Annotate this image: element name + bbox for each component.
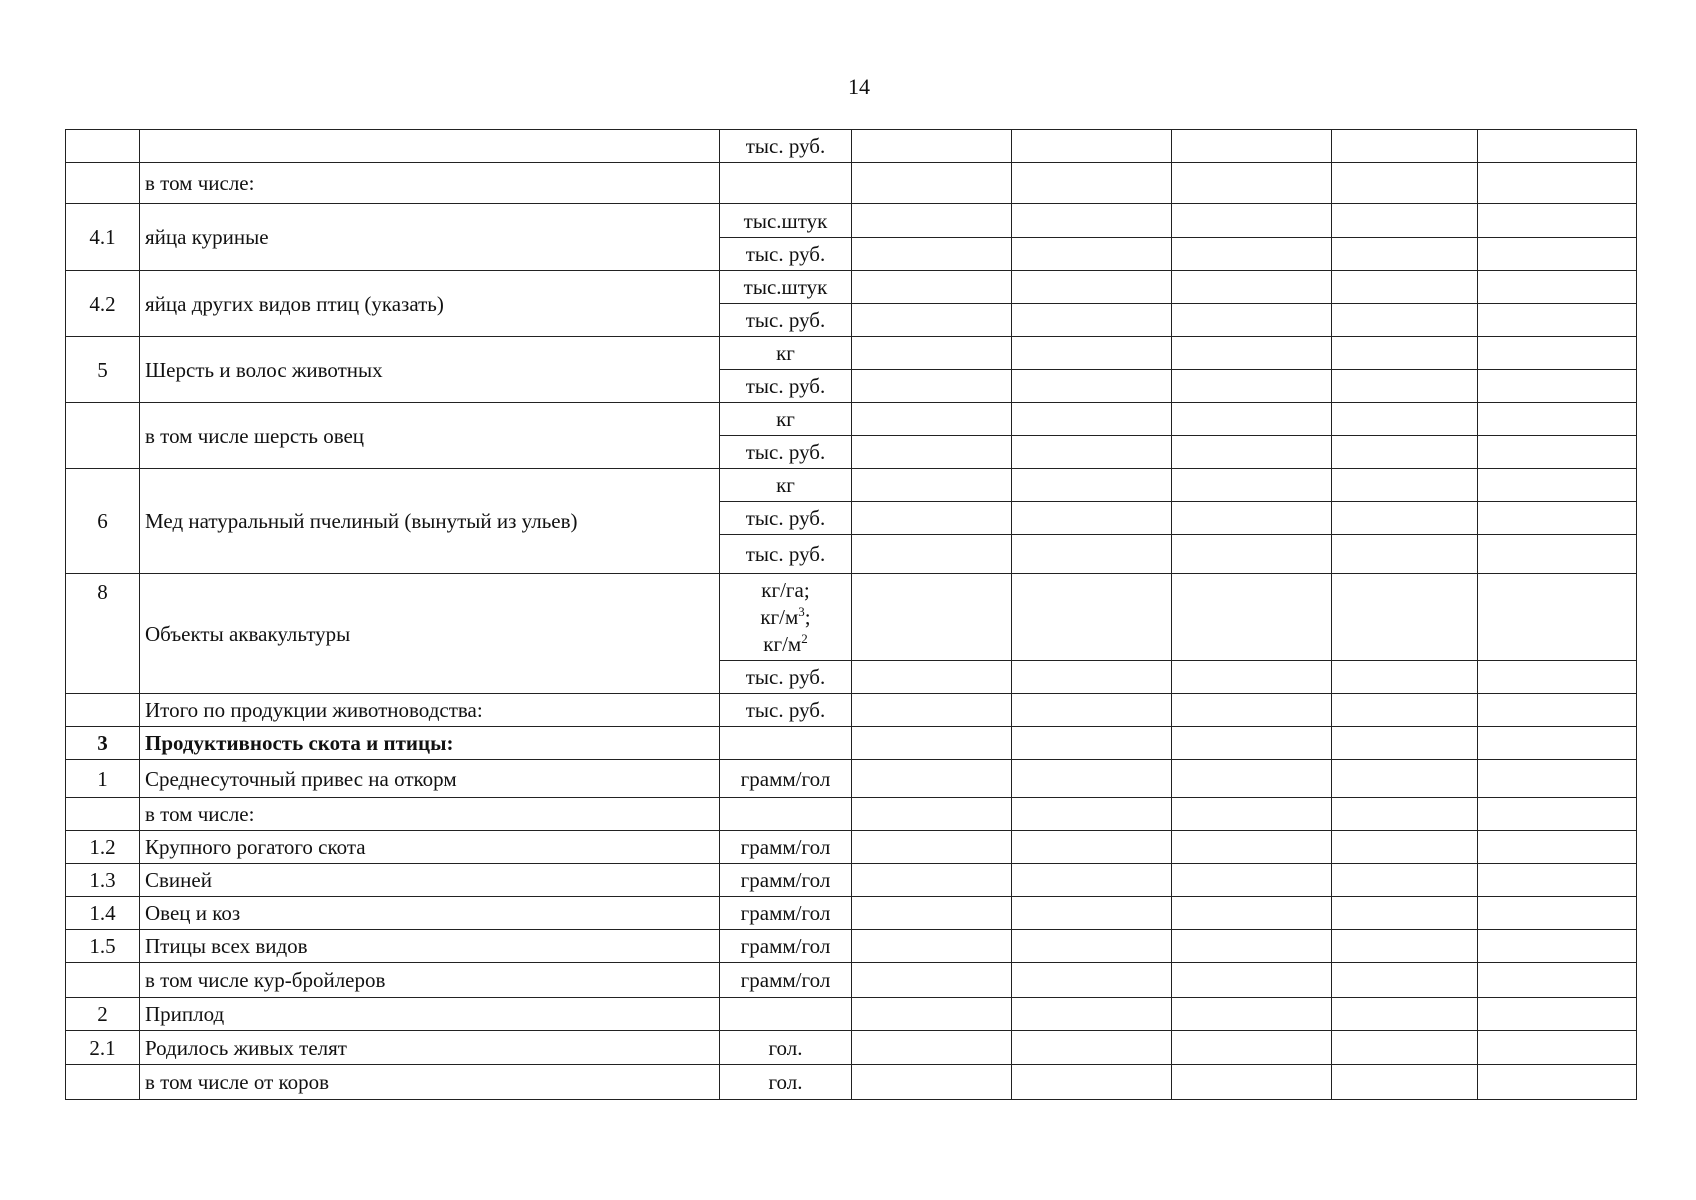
unit-cell: кг/га; $кг/м^3$; $кг/м^2$ (720, 574, 852, 661)
table-row (66, 897, 1637, 930)
row-label: Родилось живых телят (140, 1031, 720, 1065)
unit-cell: тыс. руб. (720, 436, 852, 469)
row-number: 3 (66, 727, 140, 760)
unit-cell: грамм/гол (720, 897, 852, 930)
unit-cell: кг (720, 403, 852, 436)
unit-cell: грамм/гол (720, 930, 852, 963)
table-row (66, 760, 1637, 798)
unit-cell: тыс. руб. (720, 304, 852, 337)
unit-cell: тыс. руб. (720, 694, 852, 727)
row-number: 6 (66, 469, 140, 574)
table-row (66, 998, 1637, 1031)
unit-cell: грамм/гол (720, 963, 852, 998)
table-row (66, 1065, 1637, 1100)
table-row (66, 798, 1637, 831)
row-label: в том числе от коров (140, 1065, 720, 1100)
table-row (66, 930, 1637, 963)
section-heading: Продуктивность скота и птицы: (140, 727, 720, 760)
row-number: 1.4 (66, 897, 140, 930)
row-number: 8 (66, 574, 140, 694)
table-row (66, 831, 1637, 864)
row-label: Птицы всех видов (140, 930, 720, 963)
row-label: Среднесуточный привес на откорм (140, 760, 720, 798)
row-number: 2 (66, 998, 140, 1031)
table-row (66, 130, 1637, 163)
row-number: 2.1 (66, 1031, 140, 1065)
unit-cell: тыс. руб. (720, 130, 852, 163)
unit-cell: тыс. руб. (720, 502, 852, 535)
table-row (66, 469, 1637, 502)
page-number: 14 (848, 74, 870, 99)
unit-cell: тыс. руб. (720, 238, 852, 271)
row-label: Крупного рогатого скота (140, 831, 720, 864)
unit-cell: тыс.штук (720, 271, 852, 304)
row-label: в том числе кур-бройлеров (140, 963, 720, 998)
row-label: Объекты аквакультуры (140, 574, 720, 694)
unit-cell: грамм/гол (720, 864, 852, 897)
row-label: Овец и коз (140, 897, 720, 930)
table-row (66, 727, 1637, 760)
row-number: 1.3 (66, 864, 140, 897)
row-label: яйца других видов птиц (указать) (140, 271, 720, 337)
unit-cell: тыс. руб. (720, 661, 852, 694)
unit-cell: тыс. руб. (720, 370, 852, 403)
row-label: в том числе: (140, 163, 720, 204)
unit-cell: гол. (720, 1065, 852, 1100)
row-label: в том числе шерсть овец (140, 403, 720, 469)
table-row (66, 864, 1637, 897)
row-number: 5 (66, 337, 140, 403)
row-label: Итого по продукции животноводства: (140, 694, 720, 727)
table-row (66, 403, 1637, 436)
table-row (66, 204, 1637, 238)
row-label: Шерсть и волос животных (140, 337, 720, 403)
unit-cell: гол. (720, 1031, 852, 1065)
row-label: Приплод (140, 998, 720, 1031)
table-row (66, 1031, 1637, 1065)
table-row (66, 694, 1637, 727)
row-number: 4.1 (66, 204, 140, 271)
unit-cell: тыс.штук (720, 204, 852, 238)
row-label: в том числе: (140, 798, 720, 831)
row-number: 1 (66, 760, 140, 798)
table-row (66, 337, 1637, 370)
row-number: 1.5 (66, 930, 140, 963)
unit-cell: грамм/гол (720, 831, 852, 864)
table-row (66, 574, 1637, 661)
unit-cell: кг (720, 337, 852, 370)
row-number: 4.2 (66, 271, 140, 337)
table-row (66, 163, 1637, 204)
unit-cell: кг (720, 469, 852, 502)
table-row (66, 963, 1637, 998)
unit-cell: грамм/гол (720, 760, 852, 798)
row-label: яйца куриные (140, 204, 720, 271)
row-number: 1.2 (66, 831, 140, 864)
unit-cell: тыс. руб. (720, 535, 852, 574)
row-label: Свиней (140, 864, 720, 897)
table-row (66, 271, 1637, 304)
livestock-table (65, 129, 1637, 1100)
row-label: Мед натуральный пчелиный (вынутый из ульев) (140, 469, 720, 574)
